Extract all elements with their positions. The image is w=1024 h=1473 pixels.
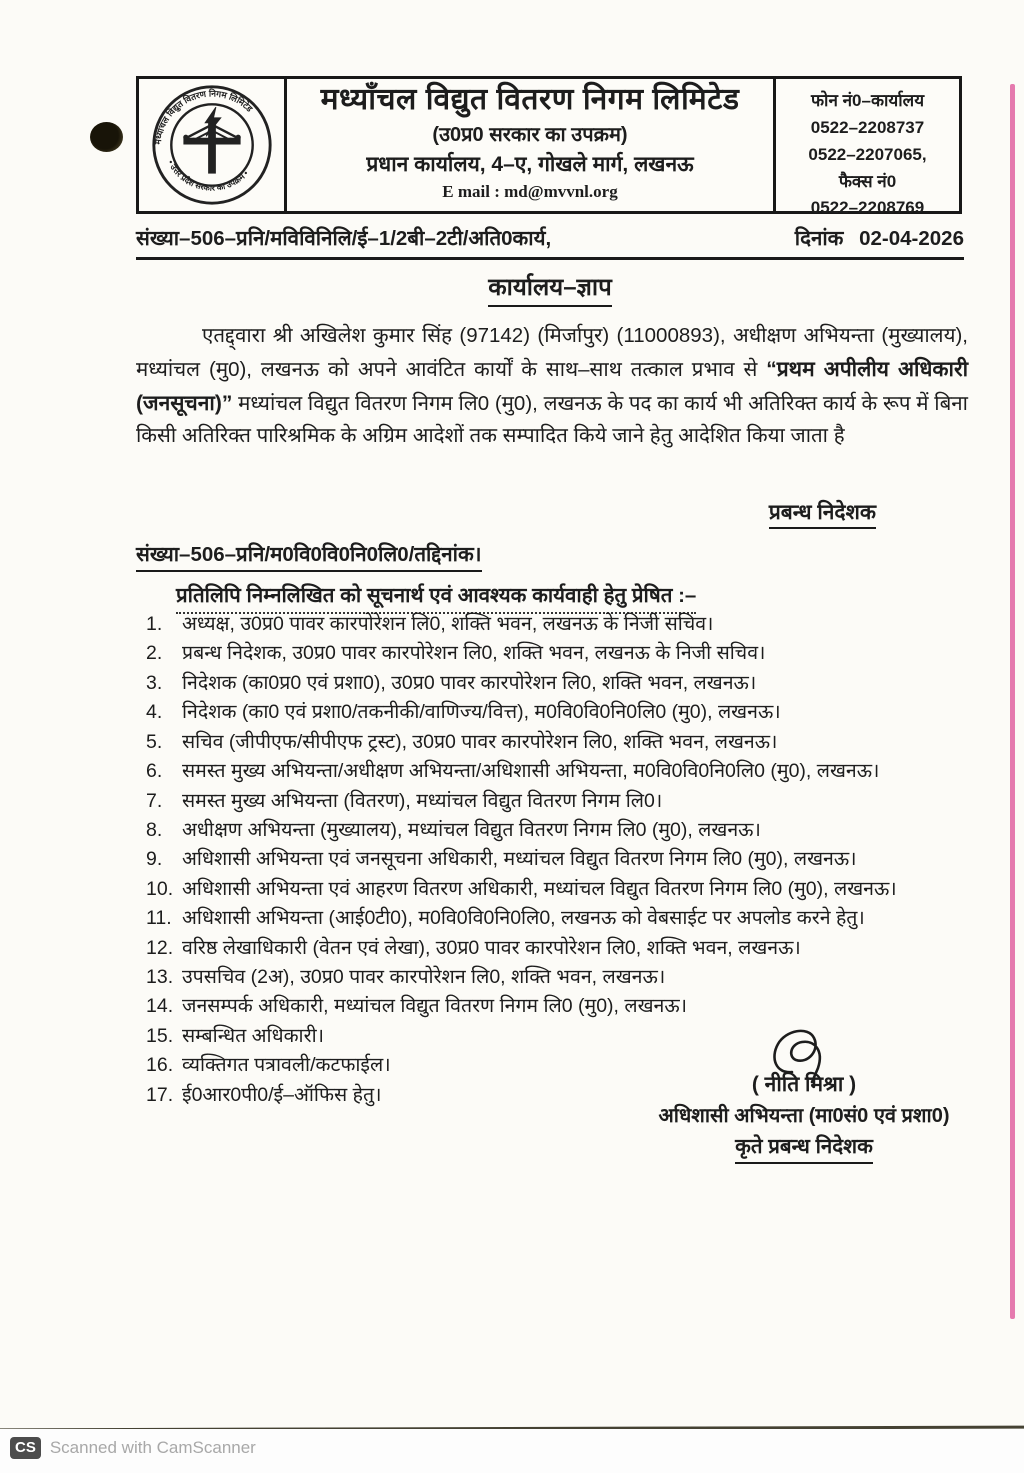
phone-number-2: 0522–2207065,: [808, 144, 927, 164]
copy-heading-text: प्रतिलिपि निम्नलिखित को सूचनार्थ एवं आवश्यक कार्यवाही हेतु प्रेषित :–: [176, 581, 696, 614]
fax-label: फैक्स नं0: [838, 171, 897, 191]
list-item-number: 17.: [146, 1083, 174, 1106]
letterhead: [136, 76, 962, 218]
list-item: [146, 614, 958, 636]
list-item-number: 2.: [146, 642, 163, 665]
reference-row: [136, 224, 964, 260]
list-item-text: अधिशासी अभियन्ता एवं जनसूचना अधिकारी, मध्यांचल विद्युत वितरण निगम लि0 (मु0), लखनऊ।: [182, 848, 857, 871]
body-text-end: मध्यांचल विद्युत वितरण निगम लि0 (मु0), लखनऊ के पद का कार्य भी अतिरिक्त कार्य के रूप में बिना किसी अतिरिक्त पारिश्रमिक के अग्रिम आदेशों तक सम्पादित किये जाने हेतु आदेशित किया जाता है: [136, 391, 968, 448]
list-item: [146, 996, 958, 1018]
list-item-number: 5.: [146, 730, 163, 753]
list-item-text: जनसम्पर्क अधिकारी, मध्यांचल विद्युत वितरण निगम लि0 (मु0), लखनऊ।: [182, 995, 688, 1018]
document-title: कार्यालय–ज्ञाप: [488, 270, 612, 307]
memo-body-paragraph: [136, 320, 968, 453]
list-item-number: 3.: [146, 671, 163, 694]
reference-date: [785, 224, 964, 252]
list-item: [146, 732, 958, 754]
list-item: [146, 820, 958, 842]
body-text-start: एतद्द्वारा श्री अखिलेश कुमार सिंह (97142) (मिर्जापुर) (11000893), अधीक्षण अभियन्ता (मुख्यालय), मध्यांचल (मु0), लखनऊ को अपने आवंटित कार्यों के साथ–साथ तत्काल प्रभाव से: [136, 324, 968, 381]
logo-arc-bottom-text: • उत्तर प्रदेश सरकार का उपक्रम •: [165, 158, 250, 193]
date-label: दिनांक: [794, 227, 844, 250]
org-subtitle: (उ0प्र0 सरकार का उपक्रम): [432, 123, 628, 146]
signatory-name: ( नीति मिश्रा ): [751, 1073, 857, 1096]
list-item-text: समस्त मुख्य अभियन्ता/अधीक्षण अभियन्ता/अधिशासी अभियन्ता, म0वि0वि0नि0लि0 (मु0), लखनऊ।: [182, 760, 880, 783]
document-title-wrap: [136, 270, 964, 307]
org-logo-emblem: [149, 82, 275, 208]
list-item: [146, 849, 958, 871]
list-item-number: 12.: [146, 936, 174, 959]
list-item-number: 10.: [146, 877, 174, 900]
camscanner-watermark: [10, 1437, 256, 1459]
org-address: प्रधान कार्यालय, 4–ए, गोखले मार्ग, लखनऊ: [366, 152, 694, 176]
list-item: [146, 702, 958, 724]
list-item-number: 4.: [146, 701, 163, 724]
hole-punch-mark: [90, 122, 123, 152]
reference-number: संख्या–506–प्रनि/मविविनिलि/ई–1/2बी–2टी/अति0कार्य,: [136, 227, 552, 250]
list-item-text: सचिव (जीपीएफ/सीपीएफ ट्रस्ट), उ0प्र0 पावर कारपोरेशन लि0, शक्ति भवन, लखनऊ।: [182, 730, 778, 753]
list-item: [146, 761, 958, 783]
list-item-text: अधीक्षण अभियन्ता (मुख्यालय), मध्यांचल विद्युत वितरण निगम लि0 (मु0), लखनऊ।: [182, 818, 761, 841]
logo-arc-top-text: मध्यांचल विद्युत वितरण निगम लिमिटेड: [152, 88, 255, 145]
list-item-number: 8.: [146, 818, 163, 841]
list-item-text: सम्बन्धित अधिकारी।: [182, 1024, 325, 1047]
org-email: E mail : md@mvvnl.org: [442, 181, 618, 201]
list-item-number: 13.: [146, 966, 174, 989]
md-signatory-line: [136, 498, 876, 529]
body-text-bold: “प्रथम अपीलीय अधिकारी (जनसूचना)”: [136, 357, 969, 415]
list-item-number: 6.: [146, 760, 163, 783]
signatory-designation: अधिशासी अभियन्ता (मा0सं0 एवं प्रशा0): [658, 1105, 950, 1127]
org-name: मध्याँचल विद्युत वितरण निगम लिमिटेड: [320, 83, 740, 116]
list-item-text: अधिशासी अभियन्ता एवं आहरण वितरण अधिकारी, मध्यांचल विद्युत वितरण निगम लि0 (मु0), लखनऊ।: [182, 877, 897, 900]
camscanner-text: Scanned with CamScanner: [49, 1438, 256, 1457]
list-item-number: 14.: [146, 995, 174, 1018]
list-item: [146, 938, 958, 960]
list-item-number: 11.: [146, 907, 172, 930]
signature-block: [636, 1024, 972, 1164]
list-item-text: उपसचिव (2अ), उ0प्र0 पावर कारपोरेशन लि0, शक्ति भवन, लखनऊ।: [182, 966, 666, 989]
phone-label: फोन नं0–कार्यालय: [810, 91, 925, 110]
list-item-text: वरिष्ठ लेखाधिकारी (वेतन एवं लेखा), उ0प्र0 पावर कारपोरेशन लि0, शक्ति भवन, लखनऊ।: [182, 936, 801, 959]
list-item-number: 15.: [146, 1024, 174, 1047]
pink-edge-line: [1010, 84, 1015, 1319]
copy-reference-line: [136, 540, 482, 572]
list-item: [146, 673, 958, 695]
list-item-text: ई0आर0पी0/ई–ऑफिस हेतु।: [182, 1083, 382, 1106]
org-contact-box: [773, 79, 959, 218]
list-item-text: समस्त मुख्य अभियन्ता (वितरण), मध्यांचल विद्युत वितरण निगम लि0।: [182, 789, 663, 812]
list-item: [146, 908, 958, 930]
list-item-text: निदेशक (का0 एवं प्रशा0/तकनीकी/वाणिज्य/वित्त), म0वि0वि0नि0लि0 (मु0), लखनऊ।: [182, 701, 781, 724]
org-logo-cell: [139, 79, 287, 211]
list-item-number: 1.: [146, 613, 163, 635]
list-item-text: अधिशासी अभियन्ता (आई0टी0), म0वि0वि0नि0लि0, लखनऊ को वेबसाईट पर अपलोड करने हेतु।: [182, 907, 865, 930]
copy-reference-text: संख्या–506–प्रनि/म0वि0वि0नि0लि0/तद्दिनांक।: [136, 540, 482, 572]
list-item-text: प्रबन्ध निदेशक, उ0प्र0 पावर कारपोरेशन लि0, शक्ति भवन, लखनऊ के निजी सचिव।: [182, 642, 766, 665]
date-value: 02-04-2026: [859, 227, 964, 250]
list-item-text: निदेशक (का0प्र0 एवं प्रशा0), उ0प्र0 पावर कारपोरेशन लि0, शक्ति भवन, लखनऊ।: [182, 671, 757, 694]
fax-number: 0522–2208769: [810, 198, 925, 218]
logo-power-pole-icon: [183, 107, 240, 173]
list-item: [146, 967, 958, 989]
list-item-text: व्यक्तिगत पत्रावली/कटफाईल।: [182, 1054, 391, 1077]
list-item-text: अध्यक्ष, उ0प्र0 पावर कारपोरेशन लि0, शक्ति भवन, लखनऊ के निजी सचिव।: [182, 613, 714, 635]
camscanner-badge-icon: CS: [10, 1437, 41, 1459]
list-item: [146, 791, 958, 813]
list-item-number: 16.: [146, 1054, 174, 1077]
phone-number-1: 0522–2208737: [810, 117, 925, 137]
list-item: [146, 879, 958, 901]
list-item-number: 9.: [146, 848, 163, 871]
copy-heading-line: [176, 581, 696, 614]
list-item-number: 7.: [146, 789, 163, 812]
org-identity: [287, 79, 773, 211]
list-item: [146, 643, 958, 665]
md-signatory-text: प्रबन्ध निदेशक: [769, 498, 876, 529]
signatory-for-line: कृते प्रबन्ध निदेशक: [735, 1132, 873, 1164]
